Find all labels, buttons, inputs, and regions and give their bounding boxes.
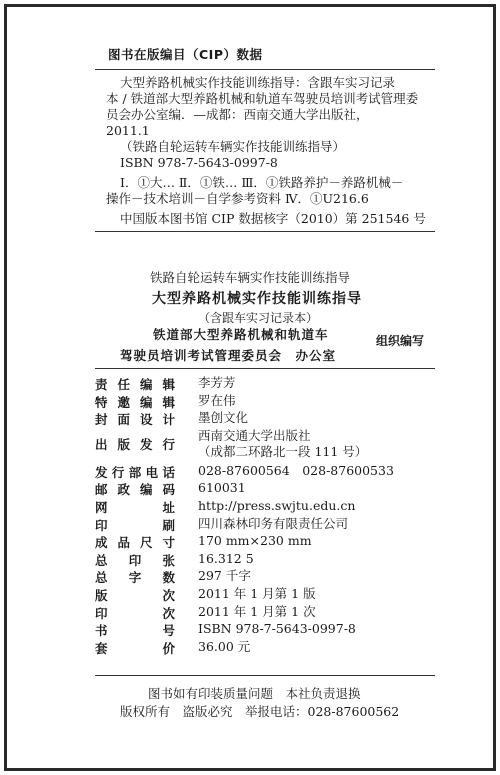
cip-isbn-line: ISBN 978-7-5643-0997-8 — [120, 155, 278, 170]
info-value: 四川森林印务有限责任公司 — [198, 515, 349, 531]
info-row-editor — [95, 373, 435, 391]
info-top-rule — [95, 368, 435, 369]
info-row-word-count — [95, 566, 435, 584]
editor-role: 组织编写 — [376, 334, 425, 348]
info-row-guest-editor — [95, 391, 435, 409]
info-row-edition — [95, 584, 435, 602]
info-label: 发 行 部 电 话 — [95, 464, 175, 480]
info-row-price — [95, 637, 435, 655]
cip-line-3: 员会办公室编．—成都：西南交通大学出版社， — [106, 107, 369, 122]
cip-line-2: 本 / 铁道部大型养路机械和轨道车驾驶员培训考试管理委 — [106, 91, 419, 106]
info-row-publisher — [95, 426, 435, 461]
info-row-isbn — [95, 619, 435, 637]
info-row-postcode — [95, 478, 435, 496]
cip-line-1: 大型养路机械实作技能训练指导：含跟车实习记录 — [120, 75, 396, 90]
publication-info-table — [95, 373, 435, 654]
cip-subject-line-1: Ⅰ．①大… Ⅱ．①铁… Ⅲ．①铁路养护－养路机械－ — [120, 175, 404, 190]
info-value: 2011 年 1 月第 1 次 — [198, 603, 316, 619]
info-label: 出 版 发 行 — [95, 436, 175, 452]
info-row-website — [95, 496, 435, 514]
editor-line-2: 驾驶员培训考试管理委员会 办公室 — [120, 348, 337, 363]
info-value: 墨创文化 — [198, 410, 249, 426]
info-value: ISBN 978-7-5643-0997-8 — [198, 621, 356, 637]
info-value: 李芳芳 — [198, 375, 236, 390]
info-label: 网 址 — [95, 499, 175, 515]
info-value: 2011 年 1 月第 1 版 — [198, 585, 316, 601]
info-label: 邮 政 编 码 — [95, 482, 175, 498]
info-bottom-rule — [95, 675, 435, 676]
quality-notice: 图书如有印装质量问题 本社负责退换 — [148, 686, 361, 701]
editor-line-1: 铁道部大型养路机械和轨道车 — [153, 327, 329, 342]
info-label: 封 面 设 计 — [95, 412, 175, 428]
info-label: 责 任 编 辑 — [95, 377, 175, 392]
info-row-sales-phone — [95, 461, 435, 479]
info-label: 总 字 数 — [95, 570, 175, 586]
cip-bottom-rule — [95, 231, 435, 232]
info-value: 罗在伟 — [198, 392, 236, 408]
info-label: 成 品 尺 寸 — [95, 535, 175, 551]
info-value: http://press.swjtu.edu.cn — [198, 497, 356, 513]
series-title: 铁路自轮运转车辆实作技能训练指导 — [150, 270, 351, 285]
info-value: 36.00 元 — [198, 638, 251, 654]
info-value: 16.312 5 — [198, 550, 254, 566]
info-label: 印 次 — [95, 605, 175, 621]
info-value: 610031 — [198, 480, 246, 496]
info-label: 印 刷 — [95, 517, 175, 533]
info-value: 028-87600564 028-87600533 — [198, 462, 394, 478]
cip-top-rule — [95, 69, 435, 70]
info-value: 297 千字 — [198, 568, 251, 584]
info-label: 特 邀 编 辑 — [95, 394, 175, 410]
info-value-address: （成都二环路北一段 111 号） — [198, 443, 368, 459]
info-row-printer — [95, 514, 435, 532]
info-row-size — [95, 531, 435, 549]
info-row-sheets — [95, 549, 435, 567]
info-label: 套 价 — [95, 640, 175, 656]
info-label: 版 次 — [95, 587, 175, 603]
cip-title: 图书在版编目（CIP）数据 — [108, 47, 263, 62]
info-label: 书 号 — [95, 623, 175, 639]
info-value: 西南交通大学出版社 — [198, 427, 311, 443]
info-value: 170 mm×230 mm — [198, 533, 312, 549]
copyright-notice: 版权所有 盗版必究 举报电话：028-87600562 — [120, 704, 400, 719]
cip-subject-line-2: 操作－技术培训－自学参考资料 Ⅳ．①U216.6 — [106, 191, 369, 206]
info-label: 总 印 张 — [95, 552, 175, 568]
cip-series-line: （铁路自轮运转车辆实作技能训练指导） — [120, 139, 346, 154]
main-title: 大型养路机械实作技能训练指导 — [152, 291, 362, 307]
info-row-printing — [95, 602, 435, 620]
info-row-cover-design — [95, 408, 435, 426]
cip-line-4: 2011.1 — [106, 123, 150, 138]
cip-core-data: 中国版本图书馆 CIP 数据核字（2010）第 251546 号 — [120, 211, 426, 226]
subtitle: （含跟车实习记录本） — [198, 311, 319, 325]
